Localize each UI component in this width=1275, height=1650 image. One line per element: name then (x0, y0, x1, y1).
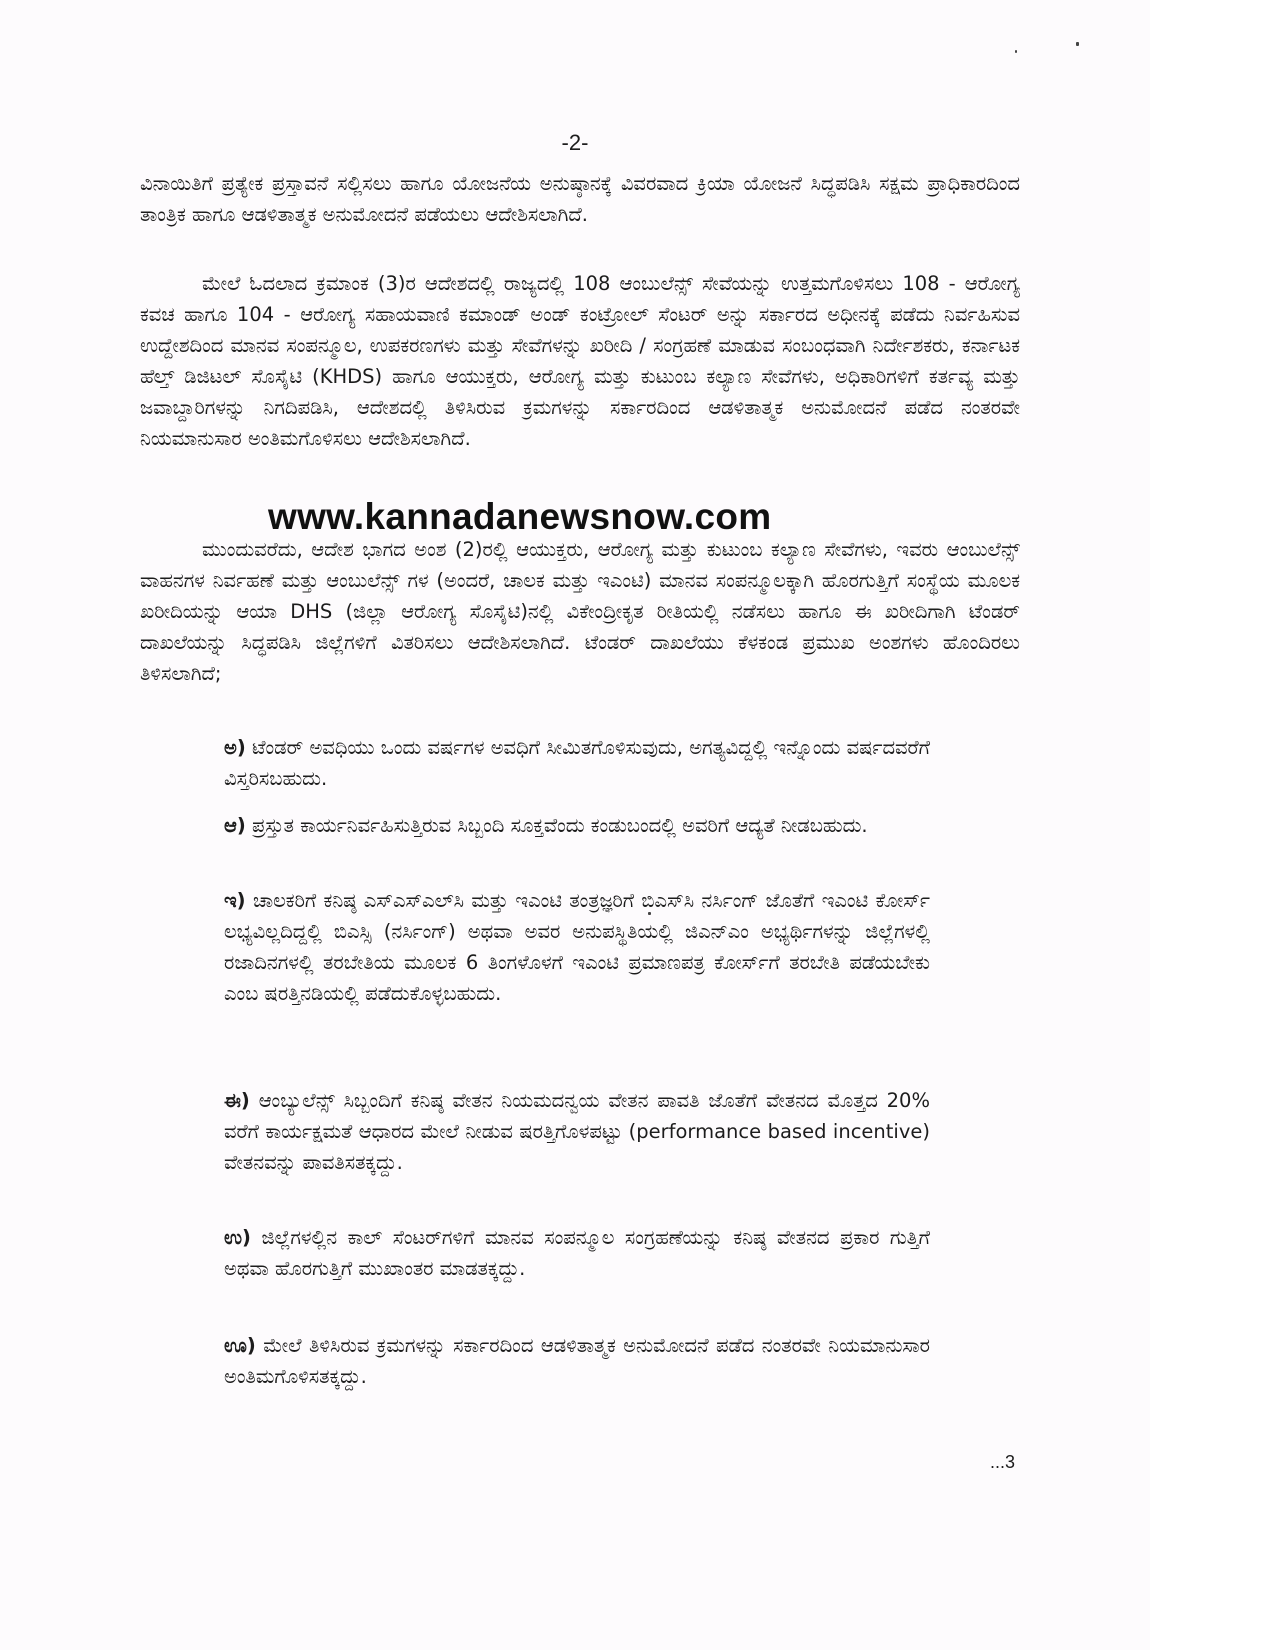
continuation-marker: ...3 (990, 1452, 1016, 1472)
item-label: ಅ) (224, 736, 246, 759)
list-item (224, 1085, 930, 1178)
item-text: ಪ್ರಸ್ತುತ ಕಾರ್ಯನಿರ್ವಹಿಸುತ್ತಿರುವ ಸಿಬ್ಬಂದಿ ಸೂಕ್ತವೆಂದು ಕಂಡುಬಂದಲ್ಲಿ ಅವರಿಗೆ ಆದ್ಯತೆ ನೀಡಬಹುದು. (252, 814, 868, 837)
scan-speck (1076, 42, 1079, 46)
item-text: ಜಿಲ್ಲೆಗಳಲ್ಲಿನ ಕಾಲ್ ಸೆಂಟರ್‌ಗಳಿಗೆ ಮಾನವ ಸಂಪನ್ಮೂಲ ಸಂಗ್ರಹಣೆಯನ್ನು ಕನಿಷ್ಠ ವೇತನದ ಪ್ರಕಾರ ಗುತ್ತಿಗೆ ಅಥವಾ ಹೊರಗುತ್ತಿಗೆ ಮುಖಾಂತರ ಮಾಡತಕ್ಕದ್ದು. (224, 1226, 930, 1280)
paragraph-3: ಮುಂದುವರೆದು, ಆದೇಶ ಭಾಗದ ಅಂಶ (2)ರಲ್ಲಿ ಆಯುಕ್ತರು, ಆರೋಗ್ಯ ಮತ್ತು ಕುಟುಂಬ ಕಲ್ಯಾಣ ಸೇವೆಗಳು, ಇವರು ಆಂಬುಲೆನ್ಸ್ ವಾಹನಗಳ ನಿರ್ವಹಣೆ ಮತ್ತು ಆಂಬುಲೆನ್ಸ್ ಗಳ (ಅಂದರೆ, ಚಾಲಕ ಮತ್ತು ಇಎಂಟಿ) ಮಾನವ ಸಂಪನ್ಮೂಲಕ್ಕಾಗಿ ಹೊರಗುತ್ತಿಗೆ ಸಂಸ್ಥೆಯ ಮೂಲಕ ಖರೀದಿಯನ್ನು ಆಯಾ DHS (ಜಿಲ್ಲಾ ಆರೋಗ್ಯ ಸೊಸೈಟಿ)ನಲ್ಲಿ ವಿಕೇಂದ್ರೀಕೃತ ರೀತಿಯಲ್ಲಿ ನಡೆಸಲು ಹಾಗೂ ಈ ಖರೀದಿಗಾಗಿ ಟೆಂಡರ್ ದಾಖಲೆಯನ್ನು ಸಿದ್ಧಪಡಿಸಿ ಜಿಲ್ಲೆಗಳಿಗೆ ವಿತರಿಸಲು ಆದೇಶಿಸಲಾಗಿದೆ. ಟೆಂಡರ್ ದಾಖಲೆಯು ಕೆಳಕಂಡ ಪ್ರಮುಖ ಅಂಶಗಳು ಹೊಂದಿರಲು ತಿಳಿಸಲಾಗಿದೆ; (140, 538, 1020, 685)
paragraph-2: ಮೇಲೆ ಓದಲಾದ ಕ್ರಮಾಂಕ (3)ರ ಆದೇಶದಲ್ಲಿ ರಾಜ್ಯದಲ್ಲಿ 108 ಆಂಬುಲೆನ್ಸ್ ಸೇವೆಯನ್ನು ಉತ್ತಮಗೊಳಿಸಲು 108 - ಆರೋಗ್ಯ ಕವಚ ಹಾಗೂ 104 - ಆರೋಗ್ಯ ಸಹಾಯವಾಣಿ ಕಮಾಂಡ್ ಅಂಡ್ ಕಂಟ್ರೋಲ್ ಸೆಂಟರ್ ಅನ್ನು ಸರ್ಕಾರದ ಅಧೀನಕ್ಕೆ ಪಡೆದು ನಿರ್ವಹಿಸುವ ಉದ್ದೇಶದಿಂದ ಮಾನವ ಸಂಪನ್ಮೂಲ, ಉಪಕರಣಗಳು ಮತ್ತು ಸೇವೆಗಳನ್ನು ಖರೀದಿ / ಸಂಗ್ರಹಣೆ ಮಾಡುವ ಸಂಬಂಧವಾಗಿ ನಿರ್ದೇಶಕರು, ಕರ್ನಾಟಕ ಹೆಲ್ತ್ ಡಿಜಿಟಲ್ ಸೊಸೈಟಿ (KHDS) ಹಾಗೂ ಆಯುಕ್ತರು, ಆರೋಗ್ಯ ಮತ್ತು ಕುಟುಂಬ ಕಲ್ಯಾಣ ಸೇವೆಗಳು, ಅಧಿಕಾರಿಗಳಿಗೆ ಕರ್ತವ್ಯ ಮತ್ತು ಜವಾಬ್ದಾರಿಗಳನ್ನು ನಿಗದಿಪಡಿಸಿ, ಆದೇಶದಲ್ಲಿ ತಿಳಿಸಿರುವ ಕ್ರಮಗಳನ್ನು ಸರ್ಕಾರದಿಂದ ಆಡಳಿತಾತ್ಮಕ ಅನುಮೋದನೆ ಪಡೆದ ನಂತರವೇ ನಿಯಮಾನುಸಾರ ಅಂತಿಮಗೊಳಿಸಲು ಆದೇಶಿಸಲಾಗಿದೆ. (140, 272, 1020, 450)
list-item (224, 1330, 930, 1392)
page-number: -2- (561, 130, 589, 155)
item-label: ಈ) (224, 1089, 250, 1112)
item-text: ಚಾಲಕರಿಗೆ ಕನಿಷ್ಠ ಎಸ್‌ಎಸ್‌ಎಲ್‌ಸಿ ಮತ್ತು ಇಎಂಟಿ ತಂತ್ರಜ್ಞರಿಗೆ ಬಿಎಸ್‌ಸಿ ನರ್ಸಿಂಗ್ ಜೊತೆಗೆ ಇಎಂಟಿ ಕೋರ್ಸ್ ಲಭ್ಯವಿಲ್ಲದಿದ್ದಲ್ಲಿ ಬಿಎಸ್ಸಿ (ನರ್ಸಿಂಗ್) ಅಥವಾ ಅವರ ಅನುಪಸ್ಥಿತಿಯಲ್ಲಿ ಜಿಎನ್‌ಎಂ ಅಭ್ಯರ್ಥಿಗಳನ್ನು ಜಿಲ್ಲೆಗಳಲ್ಲಿ ರಜಾದಿನಗಳಲ್ಲಿ ತರಬೇತಿಯ ಮೂಲಕ 6 ತಿಂಗಳೊಳಗೆ ಇಎಂಟಿ ಪ್ರಮಾಣಪತ್ರ ಕೋರ್ಸ್‌ಗೆ ತರಬೇತಿ ಪಡೆಯಬೇಕು ಎಂಬ ಷರತ್ತಿನಡಿಯಲ್ಲಿ ಪಡೆದುಕೊಳ್ಳಬಹುದು. (224, 889, 930, 1005)
item-label: ಇ) (224, 889, 246, 912)
list-item (224, 885, 930, 1009)
list-item (224, 810, 930, 841)
item-label: ಉ) (224, 1226, 251, 1249)
item-label: ಆ) (224, 814, 246, 837)
item-text: ಟೆಂಡರ್ ಅವಧಿಯು ಒಂದು ವರ್ಷಗಳ ಅವಧಿಗೆ ಸೀಮಿತಗೊಳಿಸುವುದು, ಅಗತ್ಯವಿದ್ದಲ್ಲಿ ಇನ್ನೊಂದು ವರ್ಷದವರೆಗೆ ವಿಸ್ತರಿಸಬಹುದು. (224, 736, 930, 790)
list-item (224, 732, 930, 794)
item-text: ಆಂಬ್ಯುಲೆನ್ಸ್ ಸಿಬ್ಬಂದಿಗೆ ಕನಿಷ್ಠ ವೇತನ ನಿಯಮದನ್ವಯ ವೇತನ ಪಾವತಿ ಜೊತೆಗೆ ವೇತನದ ಮೊತ್ತದ 20% ವರೆಗೆ ಕಾರ್ಯಕ್ಷಮತೆ ಆಧಾರದ ಮೇಲೆ ನೀಡುವ ಷರತ್ತಿಗೊಳಪಟ್ಟು (performance based incentive) ವೇತನವನ್ನು ಪಾವತಿಸತಕ್ಕದ್ದು. (224, 1089, 930, 1174)
paragraph-1: ವಿನಾಯಿತಿಗೆ ಪ್ರತ್ಯೇಕ ಪ್ರಸ್ತಾವನೆ ಸಲ್ಲಿಸಲು ಹಾಗೂ ಯೋಜನೆಯ ಅನುಷ್ಠಾನಕ್ಕೆ ವಿವರವಾದ ಕ್ರಿಯಾ ಯೋಜನೆ ಸಿದ್ಧಪಡಿಸಿ ಸಕ್ಷಮ ಪ್ರಾಧಿಕಾರದಿಂದ ತಾಂತ್ರಿಕ ಹಾಗೂ ಆಡಳಿತಾತ್ಮಕ ಅನುಮೋದನೆ ಪಡೆಯಲು ಆದೇಶಿಸಲಾಗಿದೆ. (140, 172, 1020, 226)
watermark-url: www.kannadanewsnow.com (268, 496, 772, 537)
scan-speck (1015, 50, 1017, 53)
item-label: ಊ) (224, 1334, 256, 1357)
list-item (224, 1222, 930, 1284)
item-text: ಮೇಲೆ ತಿಳಿಸಿರುವ ಕ್ರಮಗಳನ್ನು ಸರ್ಕಾರದಿಂದ ಆಡಳಿತಾತ್ಮಕ ಅನುಮೋದನೆ ಪಡೆದ ನಂತರವೇ ನಿಯಮಾನುಸಾರ ಅಂತಿಮಗೊಳಿಸತಕ್ಕದ್ದು. (224, 1334, 930, 1388)
scan-speck (648, 912, 651, 915)
